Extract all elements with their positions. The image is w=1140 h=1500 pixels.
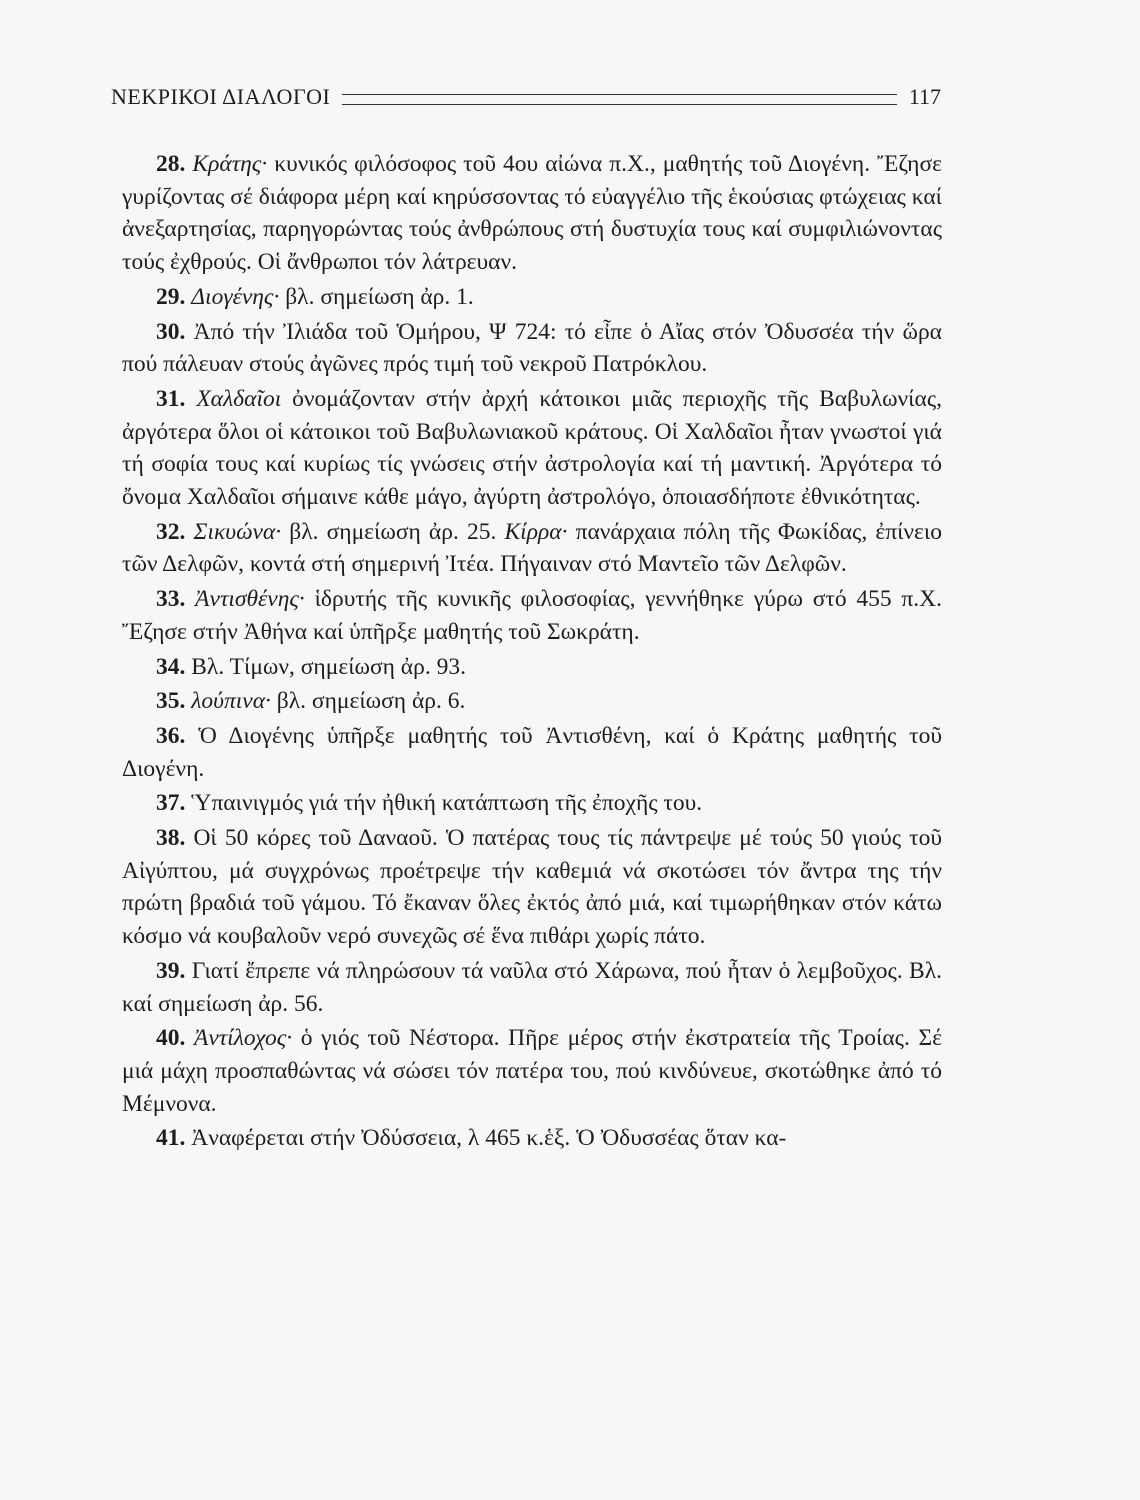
endnote-33: 33. Ἀντισθένης· ἱδρυτής τῆς κυνικῆς φιλοσοφίας, γεννήθηκε γύρω στό 455 π.Χ. Ἔζησε στήν Ἀθήνα καί ὑπῆρξε μαθητής τοῦ Σωκράτη. [122,586,942,645]
endnotes-list [122,148,942,1157]
endnote-37: 37. Ὑπαινιγμός γιά τήν ἠθική κατάπτωση τῆς ἐποχῆς του. [156,790,703,817]
running-header [111,80,941,114]
endnote-36: 36. Ὁ Διογένης ὑπῆρξε μαθητής τοῦ Ἀντισθένη, καί ὁ Κράτης μαθητής τοῦ Διογένη. [122,722,942,782]
endnote-40: 40. Ἀντίλοχος· ὁ γιός τοῦ Νέστορα. Πῆρε μέρος στήν ἐκστρατεία τῆς Τροίας. Σέ μιά μάχη προσπαθώντας νά σώσει τόν πατέρα του, πού κινδύνευε, σκοτώθηκε ἀπό τό Μέμνονα. [122,1025,943,1117]
running-title: ΝΕΚΡΙΚΟΙ ΔΙΑΛΟΓΟΙ [111,84,331,109]
endnote-41: 41. Ἀναφέρεται στήν Ὀδύσσεια, λ 465 κ.ἑξ. Ὁ Ὀδυσσέας ὅταν κα- [156,1125,787,1152]
endnote-35: 35. λούπινα· βλ. σημείωση ἀρ. 6. [156,688,466,715]
endnote-39: 39. Γιατί ἔπρεπε νά πληρώσουν τά ναῦλα στό Χάρωνα, πού ἦταν ὁ λεμβοῦχος. Βλ. καί σημείωση ἀρ. 56. [122,957,942,1017]
endnote-29: 29. Διογένης· βλ. σημείωση ἀρ. 1. [156,283,474,310]
header-double-rule [342,94,896,105]
endnote-30: 30. Ἀπό τήν Ἰλιάδα τοῦ Ὁμήρου, Ψ 724: τό εἶπε ὁ Αἴας στόν Ὀδυσσέα τήν ὥρα πού πάλευαν στούς ἀγῶνες πρός τιμή τοῦ νεκροῦ Πατρόκλου. [122,318,942,378]
endnote-31: 31. Χαλδαῖοι ὀνομάζονταν στήν ἀρχή κάτοικοι μιᾶς περιοχῆς τῆς Βαβυλωνίας, ἀργότερα ὅλοι οἱ κάτοικοι τοῦ Βαβυλωνιακοῦ κράτους. Οἱ Χαλδαῖοι ἦταν γνωστοί γιά τή σοφία τους καί κυρίως τίς γνώσεις στήν ἀστρολογία καί τή μαντική. Ἀργότερα τό ὄνομα Χαλδαῖοι σήμαινε κάθε μάγο, ἀγύρτη ἀστρολόγο, ὁποιασδήποτε ἐθνικότητας. [122,385,942,511]
endnote-38: 38. Οἱ 50 κόρες τοῦ Δαναοῦ. Ὁ πατέρας τους τίς πάντρεψε μέ τούς 50 γιούς τοῦ Αἰγύπτου, μά συγχρόνως προέτρεψε τήν καθεμιά νά σκοτώσει τόν ἄντρα της τήν πρώτη βραδιά τοῦ γάμου. Τό ἔκαναν ὅλες ἐκτός ἀπό μιά, καί τιμωρήθηκαν στόν κάτω κόσμο νά κουβαλοῦν νερό συνεχῶς σέ ἕνα πιθάρι χωρίς πάτο. [122,825,942,950]
endnote-28: 28. Κράτης· κυνικός φιλόσοφος τοῦ 4ου αἰώνα π.Χ., μαθητής τοῦ Διογένη. Ἔζησε γυρίζοντας σέ διάφορα μέρη καί κηρύσσοντας τό εὐαγγέλιο τῆς ἑκούσιας φτώχειας καί ἀνεξαρτησίας, παρηγορώντας τούς ἀνθρώπους στή δυστυχία τους καί συμφιλιώνοντας τούς ἐχθρούς. Οἱ ἄνθρωποι τόν λάτρευαν. [122,151,943,276]
endnote-34: 34. Βλ. Τίμων, σημείωση ἀρ. 93. [156,653,466,680]
page-number: 117 [908,84,941,109]
endnote-32: 32. Σικυώνα· βλ. σημείωση ἀρ. 25. Κίρρα· πανάρχαια πόλη τῆς Φωκίδας, ἐπίνειο τῶν Δελφῶν, κοντά στή σημερινή Ἰτέα. Πήγαιναν στό Μαντεῖο τῶν Δελφῶν. [122,518,942,578]
